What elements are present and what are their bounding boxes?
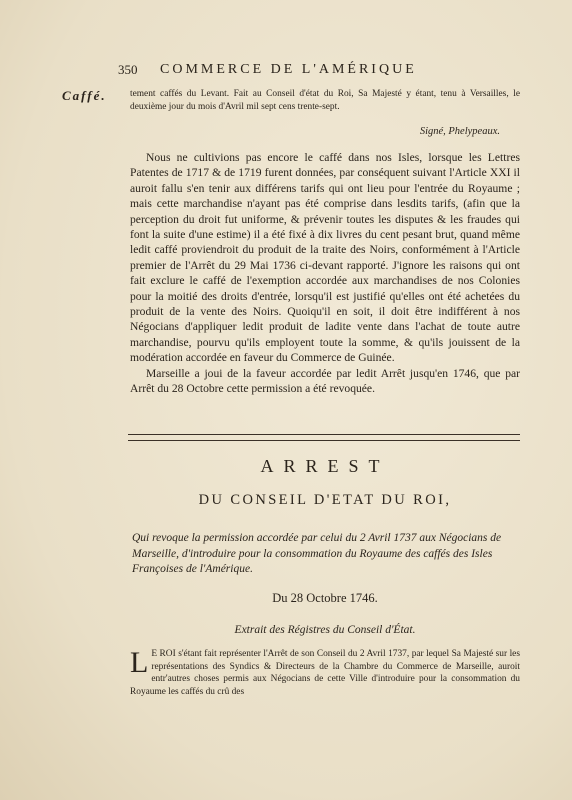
commentary [130, 150, 520, 397]
drop-initial: L [130, 646, 149, 679]
section-divider [128, 434, 520, 441]
decree-body: E ROI s'étant fait représenter l'Arrêt de son Conseil du 2 Avril 1737, par lequel Sa Majesté sur les représentations des Syndics & Directeurs de la Chambre du Commerce de Marseille, auroit entr'autres choses permis aux Négocians de cette Ville d'introduire pour la consommation du Royaume les caffés du crû des [130, 649, 520, 697]
page-number: 350 [118, 62, 138, 77]
margin-note: Caffé. [62, 88, 107, 103]
arrest-title: ARREST [260, 456, 390, 476]
register-extract: Extrait des Régistres du Conseil d'État. [234, 624, 416, 636]
running-title: COMMERCE DE L'AMÉRIQUE [160, 62, 417, 77]
commentary-paragraph: Marseille a joui de la faveur accordée par ledit Arrêt jusqu'en 1746, que par Arrêt du 28 Octobre cette permission a été revoquée. [130, 366, 520, 396]
arrest-subtitle: DU CONSEIL D'ETAT DU ROI, [198, 492, 452, 508]
running-head [118, 62, 518, 82]
previous-decree-ending: tement caffés du Levant. Fait au Conseil d'état du Roi, Sa Majesté y étant, tenu à Versailles, le deuxième jour du mois d'Avril mil sept cens trente-sept. [130, 89, 520, 112]
arrest-date: Du 28 Octobre 1746. [272, 591, 378, 605]
signature: Signé, Phelypeaux. [419, 126, 500, 137]
decree-text [130, 648, 520, 698]
commentary-paragraph: Nous ne cultivions pas encore le caffé dans nos Isles, lorsque les Lettres Patentes de 1717 & de 1719 furent données, par conséquent suivant l'Article XXI il auroit fallu s'en tenir aux différens tarifs qui ont lieu pour l'entrée du Royaume ; mais cette marchandise n'ayant pas été comprise dans lesdits tarifs, (afin que la perception du droit fut uniforme, & prévenir toutes les disputes & les fraudes qui font la suite d'une estime) il a été fixé à dix livres du cent pesant brut, quand même ledit caffé proviendroit du produit de la traite des Noirs, conformément à l'Article premier de l'Arrêt du 29 Mai 1736 ci-devant rapporté. J'ignore les raisons qui ont fait exclure le caffé de l'exemption accordée aux marchandises de nos Colonies pour la moitié des droits d'entrée, lorsqu'il est justifié qu'elles ont été achetées du produit de la vente des Noirs. Quoiqu'il en soit, il doit être indifférent à nos Négocians d'appliquer ledit produit de ladite vente dans l'achat de toute autre marchandise, pourvu qu'ils employent toute la somme, & qu'ils jouissent de la modération accordée en faveur du Commerce de Guinée. [130, 151, 520, 365]
arrest-summary: Qui revoque la permission accordée par celui du 2 Avril 1737 aux Négocians de Marseille, d'introduire pour la consommation du Royaume des caffés des Isles Françoises de l'Amérique. [132, 532, 502, 575]
